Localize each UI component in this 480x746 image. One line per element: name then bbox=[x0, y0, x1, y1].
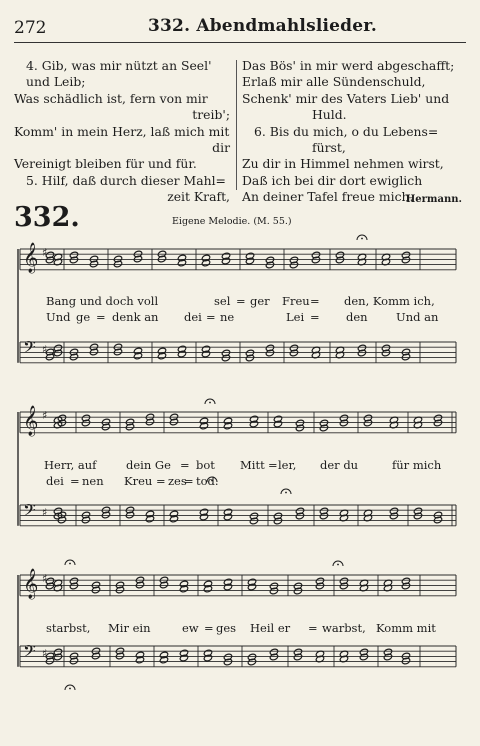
verse-line: An deiner Tafel freue mich. bbox=[242, 189, 414, 205]
lyric-syllable: Kreu bbox=[124, 474, 153, 488]
lyric-syllable: starbst, bbox=[46, 621, 91, 635]
lyric-syllable: Und bbox=[46, 310, 71, 324]
lyric-syllable: ne bbox=[220, 310, 235, 324]
verse-line: und Leib; bbox=[26, 74, 86, 90]
lyric-syllable: = bbox=[310, 294, 320, 308]
lyric-syllable: Lei bbox=[286, 310, 305, 324]
lyric-syllable: = bbox=[156, 474, 166, 488]
treble-clef-icon: 𝄞 bbox=[23, 406, 39, 436]
lyric-syllable: Mitt bbox=[240, 458, 265, 472]
lyric-syllable: Herr, auf bbox=[44, 458, 97, 472]
lyric-syllable: dei bbox=[46, 474, 64, 488]
hymn-number: 332. bbox=[14, 202, 80, 233]
verse-line: Erlaß mir alle Sündenschuld, bbox=[242, 74, 426, 90]
verse-line: 4. Gib, was mir nützt an Seel' bbox=[26, 58, 212, 73]
lyric-syllable: = bbox=[180, 458, 190, 472]
fermata-dot bbox=[209, 402, 211, 404]
sharp-icon: ♯ bbox=[42, 647, 48, 660]
bass-clef-icon: 𝄢 bbox=[23, 337, 36, 361]
bass-clef-icon: 𝄢 bbox=[23, 641, 36, 665]
fermata-dot bbox=[69, 688, 71, 690]
verse-line: 6. Bis du mich, o du Lebens= bbox=[254, 123, 439, 139]
lyric-syllable: = bbox=[236, 294, 246, 308]
lyric-syllable: Bang und doch voll bbox=[46, 294, 159, 308]
fermata-dot bbox=[69, 563, 71, 565]
verse-line: Daß ich bei dir dort ewiglich bbox=[242, 172, 423, 188]
lyric-syllable: Freu bbox=[282, 294, 310, 308]
lyric-syllable: = bbox=[268, 458, 278, 472]
lyric-syllable: = bbox=[206, 310, 216, 324]
verse-line: Das Bös' in mir werd abgeschafft; bbox=[242, 58, 455, 73]
lyric-syllable: Und an bbox=[396, 310, 439, 324]
verse-line: Schenk' mir des Vaters Lieb' und bbox=[242, 90, 450, 106]
lyric-syllable: den bbox=[346, 310, 368, 324]
lyric-syllable: bot bbox=[196, 458, 215, 472]
melody-reference: Eigene Melodie. (M. 55.) bbox=[172, 216, 292, 227]
sharp-icon: ♯ bbox=[42, 409, 48, 422]
lyric-syllable: zes bbox=[168, 474, 187, 488]
verse-line: Huld. bbox=[312, 107, 347, 123]
verse-line: Vereinigt bleiben für und für. bbox=[14, 156, 197, 172]
author-signature: Hermann. bbox=[405, 194, 462, 205]
lyric-syllable: den, Komm ich, bbox=[344, 294, 435, 308]
lyric-syllable: = bbox=[184, 474, 194, 488]
lyric-syllable: tod. bbox=[196, 474, 219, 488]
bass-clef-icon: 𝄢 bbox=[23, 500, 36, 524]
fermata-dot bbox=[361, 238, 363, 240]
lyric-syllable: Komm mit bbox=[376, 621, 436, 635]
lyric-syllable: = bbox=[308, 621, 318, 635]
lyric-syllable: der du bbox=[320, 458, 359, 472]
lyric-syllable: sel bbox=[214, 294, 231, 308]
lyric-syllable: = bbox=[96, 310, 106, 324]
lyric-syllable: ler, bbox=[278, 458, 297, 472]
sharp-icon: ♯ bbox=[42, 506, 48, 519]
fermata-dot bbox=[285, 492, 287, 494]
lyric-syllable: dein Ge bbox=[126, 458, 171, 472]
verse-line: Was schädlich ist, fern von mir bbox=[14, 90, 208, 106]
treble-clef-icon: 𝄞 bbox=[23, 243, 39, 273]
lyric-syllable: ger bbox=[250, 294, 270, 308]
verse-line: fürst, bbox=[312, 140, 346, 156]
fermata-dot bbox=[337, 564, 339, 566]
sharp-icon: ♯ bbox=[42, 246, 48, 259]
lyric-syllable: Mir ein bbox=[108, 621, 151, 635]
verse-line: 5. Hilf, daß durch dieser Mahl= bbox=[26, 172, 226, 188]
lyric-syllable: ew bbox=[182, 621, 199, 635]
lyric-syllable: ge bbox=[76, 310, 91, 324]
verse-line: treib'; bbox=[192, 107, 230, 123]
lyric-syllable: ges bbox=[216, 621, 237, 635]
verse-line: zeit Kraft, bbox=[167, 189, 230, 205]
page-number: 272 bbox=[14, 18, 47, 38]
verse-line: Zu dir in Himmel nehmen wirst, bbox=[242, 156, 444, 172]
verse-line: Komm' in mein Herz, laß mich mit bbox=[14, 123, 230, 139]
lyric-syllable: warbst, bbox=[322, 621, 366, 635]
lyric-syllable: = bbox=[70, 474, 80, 488]
lyric-syllable: dei bbox=[184, 310, 202, 324]
lyric-syllable: für mich bbox=[392, 458, 442, 472]
lyric-syllable: nen bbox=[82, 474, 104, 488]
lyric-syllable: denk an bbox=[112, 310, 159, 324]
lyric-syllable: Heil er bbox=[250, 621, 291, 635]
sharp-icon: ♯ bbox=[42, 572, 48, 585]
sharp-icon: ♯ bbox=[42, 343, 48, 356]
verse-line: dir bbox=[212, 140, 230, 156]
lyric-syllable: = bbox=[204, 621, 214, 635]
treble-clef-icon: 𝄞 bbox=[23, 569, 39, 599]
lyric-syllable: = bbox=[310, 310, 320, 324]
page-title: 332. Abendmahlslieder. bbox=[148, 16, 378, 36]
